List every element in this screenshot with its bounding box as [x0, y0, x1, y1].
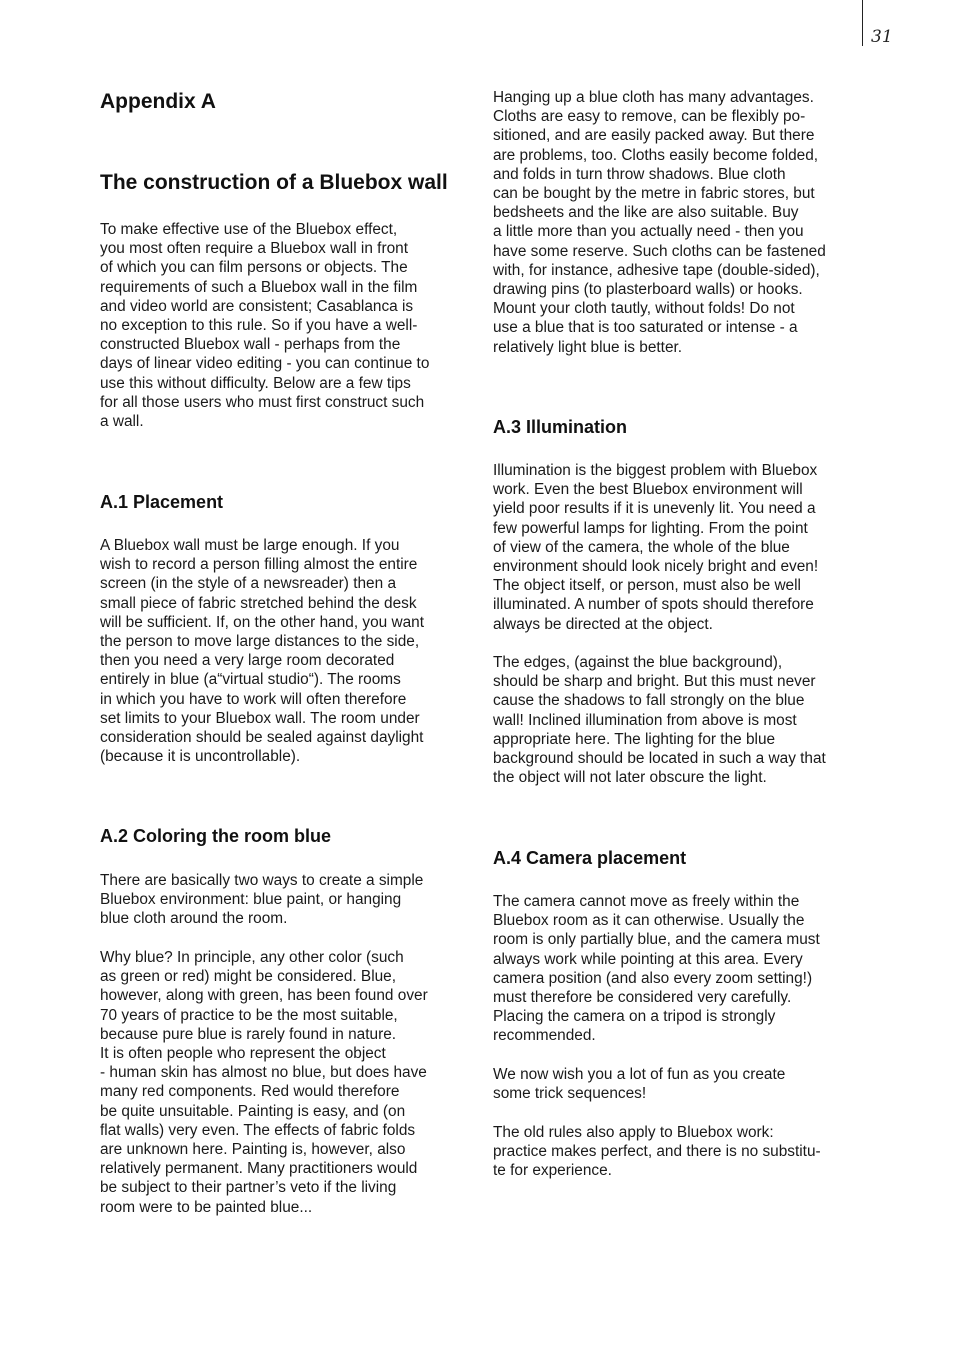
page-number: 31	[871, 27, 893, 47]
illumination-paragraph-1: Illumination is the biggest problem with Bluebox work. Even the best Bluebox environment will yield poor results if it is unevenly lit. You need a few powerful lamps for lighting. From the point of view of the camera, the whole of the blue environment should look nicely bright and even! The object itself, or person, must also be well illuminated. A number of spots should therefore always be directed at the object.	[493, 462, 819, 633]
coloring-paragraph-1: There are basically two ways to create a simple Bluebox environment: blue paint, or hanging blue cloth around the room.	[100, 872, 424, 928]
camera-paragraph-3: The old rules also apply to Bluebox work: practice makes perfect, and there is no substitu- te for experience.	[493, 1124, 821, 1180]
camera-paragraph-1: The camera cannot move as freely within the Bluebox room as it can otherwise. Usually the room is only partially blue, and the camera must always work while pointing at this area. Every camera position (and also every zoom setting!) must therefore be considered very carefully. Placing the camera on a tripod is strongly recommended.	[493, 893, 820, 1045]
section-heading-illumination: A.3 Illumination	[493, 417, 628, 437]
section-heading-camera: A.4 Camera placement	[493, 848, 687, 868]
camera-paragraph-2: We now wish you a lot of fun as you create some trick sequences!	[493, 1066, 786, 1103]
page-margin-rule	[862, 0, 863, 46]
section-heading-placement: A.1 Placement	[100, 492, 224, 512]
chapter-title: The construction of a Bluebox wall	[100, 171, 448, 194]
illumination-paragraph-2: The edges, (against the blue background), should be sharp and bright. But this must never cause the shadows to fall strongly on the blue wall! Inclined illumination from above is most appropriate here. The lighting for the blue background should be located in such a way that the object will not later obscure the light.	[493, 654, 826, 787]
coloring-paragraph-2: Why blue? In principle, any other color (such as green or red) might be considered. Blue, however, along with green, has been found over 70 years of practice to be the most suitable, because pure blue is rarely found in nature. It is often people who represent the object - human skin has almost no blue, but does have many red components. Red would therefore be quite unsuitable. Painting is easy, and (on flat walls) very even. The effects of fabric folds are unknown here. Painting is, however, also relatively permanent. Many practitioners would be subject to their partner’s veto if the living room were to be painted blue...	[100, 949, 428, 1216]
intro-paragraph: To make effective use of the Bluebox effect, you most often require a Bluebox wall in front of which you can film persons or objects. The requirements of such a Bluebox wall in the film and video world are consistent; Casablanca is no exception to this rule. So if you have a well- constructed Bluebox wall - perhaps from the days of linear video editing - you can continue to use this without difficulty. Below are a few tips for all those users who must first construct such a wall.	[100, 221, 430, 431]
cloth-paragraph: Hanging up a blue cloth has many advantages. Cloths are easy to remove, can be flexibly po- sitioned, and are easily packed away. But there are problems, too. Cloths easily become folded, and folds in turn throw shadows. Blue cloth can be bought by the metre in fabric stores, but bedsheets and the like are also suitable. Buy a little more than you actually need - then you have some reserve. Such cloths can be fastened with, for instance, adhesive tape (double-sided), drawing pins (to plasterboard walls) or hooks. Mount your cloth tautly, without folds! Do not use a blue that is too saturated or intense - a relatively light blue is better.	[493, 89, 826, 356]
appendix-title: Appendix A	[100, 90, 216, 113]
section-heading-coloring: A.2 Coloring the room blue	[100, 826, 332, 846]
placement-paragraph: A Bluebox wall must be large enough. If you wish to record a person filling almost the entire screen (in the style of a newsreader) then a small piece of fabric stretched behind the desk will be sufficient. If, on the other hand, you want the person to move large distances to the side, then you need a very large room decorated entirely in blue (a“virtual studio“). The rooms in which you have to work will often therefore set limits to your Bluebox wall. The room under consideration should be sealed against daylight (because it is uncontrollable).	[100, 537, 424, 766]
